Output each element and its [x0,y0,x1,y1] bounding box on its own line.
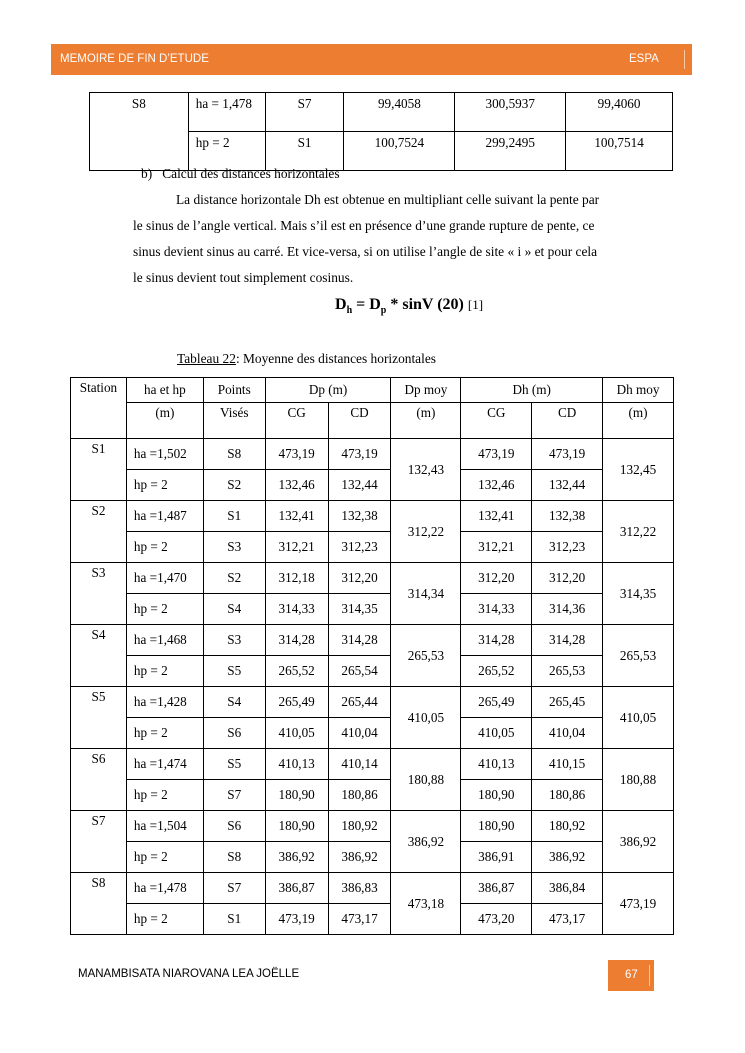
height-cell: hp = 2 [126,594,203,625]
dp-cd-cell: 312,23 [328,532,391,563]
header-hahp: ha et hp [126,378,203,403]
dp-cg-cell: 180,90 [265,811,328,842]
dh-moy-cell: 180,88 [603,749,674,811]
dh-moy-cell: 132,45 [603,439,674,501]
dh-cg-cell: 473,20 [461,904,532,935]
dp-cg-cell: 312,18 [265,563,328,594]
header-dp-cd: CD [328,403,391,439]
dh-moy-cell: 410,05 [603,687,674,749]
header-row [71,378,674,403]
table-row [71,687,674,718]
dh-cd-cell: 386,92 [532,842,603,873]
dh-moy-cell: 265,53 [603,625,674,687]
header-dhmoy-unit: (m) [603,403,674,439]
dp-moy-cell: 410,05 [391,687,461,749]
point-cell: S4 [203,687,265,718]
table-row [71,501,674,532]
header-dhmoy: Dh moy [603,378,674,403]
dp-cg-cell: 265,49 [265,687,328,718]
height-cell: ha =1,504 [126,811,203,842]
point-cell: S8 [203,439,265,470]
header-station: Station [71,378,127,439]
dp-cd-cell: 473,19 [328,439,391,470]
point-cell: S1 [203,904,265,935]
header-dp-cg: CG [265,403,328,439]
dp-cg-cell: 386,92 [265,842,328,873]
page-divider [649,965,650,986]
header-hahp-unit: (m) [126,403,203,439]
header-points-vises: Visés [203,403,265,439]
header-dh-cg: CG [461,403,532,439]
table-row [71,873,674,904]
table-row [71,439,674,470]
dh-cg-cell: 473,19 [461,439,532,470]
header-dpmoy: Dp moy [391,378,461,403]
dp-cd-cell: 265,54 [328,656,391,687]
station-cell: S1 [71,439,127,501]
height-cell: hp = 2 [126,718,203,749]
header-title: MEMOIRE DE FIN D’ETUDE [60,53,209,65]
dp-cg-cell: 132,46 [265,470,328,501]
dh-moy-cell: 473,19 [603,873,674,935]
dh-cd-cell: 265,53 [532,656,603,687]
dh-cd-cell: 473,19 [532,439,603,470]
height-cell: ha =1,502 [126,439,203,470]
point-cell: S3 [203,532,265,563]
formula-part: D [335,296,347,313]
table-row [71,656,674,687]
table-row [71,749,674,780]
height-cell: ha =1,428 [126,687,203,718]
paragraph-line: sinus devient sinus au carré. Et vice-versa, si on utilise l’angle de site « i » et pour cela [133,244,598,259]
table-body [71,439,674,935]
dh-cd-cell: 314,28 [532,625,603,656]
dp-moy-cell: 265,53 [391,625,461,687]
point-cell: S7 [203,780,265,811]
station-cell: S6 [71,749,127,811]
dh-cd-cell: 410,04 [532,718,603,749]
point-cell: S3 [203,625,265,656]
distances-table [70,377,674,935]
formula-part: = D [352,296,381,313]
dh-cg-cell: 410,05 [461,718,532,749]
height-cell: hp = 2 [126,656,203,687]
paragraph-line: le sinus de l’angle vertical. Mais s’il est en présence d’une grande rupture de pente, ce [133,218,595,233]
dp-cg-cell: 410,13 [265,749,328,780]
dh-cg-cell: 180,90 [461,780,532,811]
dh-cd-cell: 314,36 [532,594,603,625]
point-cell: S6 [203,718,265,749]
dp-moy-cell: 312,22 [391,501,461,563]
table-caption [177,351,436,367]
dp-cg-cell: 473,19 [265,904,328,935]
table-row [90,93,673,132]
table-row [71,563,674,594]
dp-cd-cell: 132,38 [328,501,391,532]
section-heading: b) Calcul des distances horizontales [141,166,340,181]
dp-cd-cell: 180,86 [328,780,391,811]
value-cell: 100,7524 [344,132,455,171]
paragraph-line: le sinus devient tout simplement cosinus. [133,270,354,285]
height-cell: ha =1,468 [126,625,203,656]
height-cell: ha = 1,478 [188,93,265,132]
table-row [71,718,674,749]
station-cell: S2 [71,501,127,563]
dh-cg-cell: 314,33 [461,594,532,625]
table-row [71,811,674,842]
dp-cg-cell: 314,33 [265,594,328,625]
dh-cd-cell: 473,17 [532,904,603,935]
dp-cg-cell: 386,87 [265,873,328,904]
dp-cd-cell: 314,28 [328,625,391,656]
formula-reference: [1] [467,297,484,312]
dp-moy-cell: 386,92 [391,811,461,873]
footer-author: MANAMBISATA NIAROVANA LEA JOËLLE [78,968,300,980]
station-cell: S5 [71,687,127,749]
paragraph-line: La distance horizontale Dh est obtenue en multipliant celle suivant la pente par [176,192,600,207]
point-cell: S1 [265,132,344,171]
page-header [51,44,692,75]
dp-cg-cell: 265,52 [265,656,328,687]
dp-cg-cell: 473,19 [265,439,328,470]
value-cell: 100,7514 [566,132,673,171]
header-school: ESPA [629,53,659,65]
dh-cg-cell: 265,52 [461,656,532,687]
point-cell: S5 [203,749,265,780]
dh-cg-cell: 265,49 [461,687,532,718]
dh-cg-cell: 132,41 [461,501,532,532]
formula-part: * sinV (20) [386,296,468,313]
dh-cg-cell: 180,90 [461,811,532,842]
dp-cg-cell: 410,05 [265,718,328,749]
dh-cg-cell: 386,91 [461,842,532,873]
value-cell: 99,4060 [566,93,673,132]
dp-cd-cell: 312,20 [328,563,391,594]
point-cell: S2 [203,470,265,501]
height-cell: hp = 2 [126,470,203,501]
header-points: Points [203,378,265,403]
dp-cd-cell: 132,44 [328,470,391,501]
height-cell: hp = 2 [126,842,203,873]
point-cell: S7 [265,93,344,132]
dh-cg-cell: 386,87 [461,873,532,904]
header-divider [684,50,685,69]
dp-cg-cell: 180,90 [265,780,328,811]
height-cell: hp = 2 [126,904,203,935]
dp-cg-cell: 312,21 [265,532,328,563]
page-number-box [608,960,654,991]
header-dp: Dp (m) [265,378,391,403]
formula-subscript: p [380,305,387,317]
point-cell: S4 [203,594,265,625]
point-cell: S8 [203,842,265,873]
dp-cd-cell: 386,92 [328,842,391,873]
table-row [71,532,674,563]
dh-cg-cell: 410,13 [461,749,532,780]
dh-moy-cell: 314,35 [603,563,674,625]
station-cell: S4 [71,625,127,687]
dp-cd-cell: 473,17 [328,904,391,935]
formula-subscript: h [346,305,353,317]
station-cell: S3 [71,563,127,625]
dp-cd-cell: 410,04 [328,718,391,749]
table-row [71,625,674,656]
dp-cd-cell: 410,14 [328,749,391,780]
table-row [71,470,674,501]
table-row [71,780,674,811]
dh-moy-cell: 386,92 [603,811,674,873]
height-cell: hp = 2 [188,132,265,171]
value-cell: 299,2495 [455,132,566,171]
dh-cd-cell: 312,20 [532,563,603,594]
point-cell: S1 [203,501,265,532]
height-cell: ha =1,470 [126,563,203,594]
previous-table-continuation [89,92,673,171]
dh-cg-cell: 312,21 [461,532,532,563]
dh-cd-cell: 132,38 [532,501,603,532]
dp-cd-cell: 314,35 [328,594,391,625]
dh-cd-cell: 410,15 [532,749,603,780]
dp-moy-cell: 180,88 [391,749,461,811]
dp-cd-cell: 386,83 [328,873,391,904]
dh-cg-cell: 312,20 [461,563,532,594]
station-cell: S7 [71,811,127,873]
point-cell: S7 [203,873,265,904]
dp-cd-cell: 265,44 [328,687,391,718]
dh-cg-cell: 132,46 [461,470,532,501]
station-cell: S8 [90,93,189,171]
point-cell: S2 [203,563,265,594]
table-row [71,904,674,935]
dp-moy-cell: 132,43 [391,439,461,501]
dp-moy-cell: 314,34 [391,563,461,625]
caption-text: : Moyenne des distances horizontales [235,351,436,366]
header-row [71,403,674,439]
dp-cd-cell: 180,92 [328,811,391,842]
table-row [71,594,674,625]
dh-cd-cell: 312,23 [532,532,603,563]
header-dpmoy-unit: (m) [391,403,461,439]
point-cell: S6 [203,811,265,842]
dh-cd-cell: 386,84 [532,873,603,904]
dp-cg-cell: 314,28 [265,625,328,656]
dh-cg-cell: 314,28 [461,625,532,656]
height-cell: hp = 2 [126,532,203,563]
dh-cd-cell: 180,86 [532,780,603,811]
header-dh: Dh (m) [461,378,603,403]
header-dh-cd: CD [532,403,603,439]
dp-cg-cell: 132,41 [265,501,328,532]
dh-moy-cell: 312,22 [603,501,674,563]
point-cell: S5 [203,656,265,687]
dp-moy-cell: 473,18 [391,873,461,935]
formula [335,296,483,316]
table-row [71,842,674,873]
height-cell: ha =1,487 [126,501,203,532]
height-cell: ha =1,474 [126,749,203,780]
dh-cd-cell: 265,45 [532,687,603,718]
dh-cd-cell: 132,44 [532,470,603,501]
station-cell: S8 [71,873,127,935]
dh-cd-cell: 180,92 [532,811,603,842]
value-cell: 99,4058 [344,93,455,132]
page-number: 67 [625,969,638,981]
value-cell: 300,5937 [455,93,566,132]
caption-label: Tableau 22 [177,351,236,366]
height-cell: hp = 2 [126,780,203,811]
height-cell: ha =1,478 [126,873,203,904]
